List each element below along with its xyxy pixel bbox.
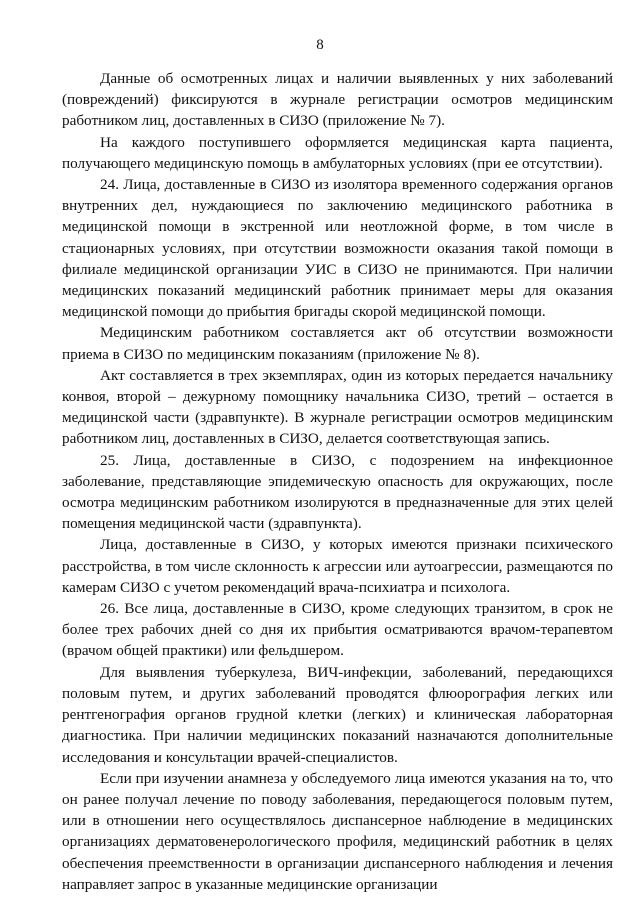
page-number: 8 <box>316 37 324 53</box>
paragraph-24-admission: 24. Лица, доставленные в СИЗО из изолятора временного содержания органов внутренних дел, нуждающиеся по заключению медицинского работника в медицинской помощи в экстренной или неотложной форме, в том числе в стационарных условиях, при отсутствии возможности оказания такой помощи в филиале медицинской организации УИС в СИЗО не принимаются. При наличии медицинских показаний медицинский работник принимает меры для оказания медицинской помощи до прибытия бригады скорой медицинской помощи. <box>62 176 613 321</box>
paragraph-diagnostics: Для выявления туберкулеза, ВИЧ-инфекции, заболеваний, передающихся половым путем, и других заболеваний проводятся флюорография легких или рентгенография органов грудной клетки (легких) и клиническая лабораторная диагностика. При наличии медицинских показаний назначаются дополнительные исследования и консультации врачей-специалистов. <box>62 663 613 766</box>
paragraph-anamnesis: Если при изучении анамнеза у обследуемого лица имеются указания на то, что он ранее получал лечение по поводу заболевания, передающегося половым путем, или в отношении него осуществлялось диспансерное наблюдение в медицинских организациях дерматовенерологического профиля, медицинский работник в целях обеспечения преемственности в организации диспансерного наблюдения и лечения направляет запрос в указанные медицинские организации <box>62 769 613 893</box>
document-body <box>62 68 613 895</box>
paragraph-25-infectious: 25. Лица, доставленные в СИЗО, с подозрением на инфекционное заболевание, представляющие эпидемическую опасность для окружающих, после осмотра медицинским работником изолируются в предназначенные для этих целей помещения медицинской части (здравпункта). <box>62 451 613 533</box>
paragraph-26-examination: 26. Все лица, доставленные в СИЗО, кроме следующих транзитом, в срок не более трех рабочих дней со дня их прибытия осматриваются врачом-терапевтом (врачом общей практики) или фельдшером. <box>62 600 613 660</box>
paragraph-intake-records: Данные об осмотренных лицах и наличии выявленных у них заболеваний (повреждений) фиксируются в журнале регистрации осмотров медицинским работником лиц, доставленных в СИЗО (приложение № 7). <box>62 70 613 130</box>
paragraph-mental-disorder: Лица, доставленные в СИЗО, у которых имеются признаки психического расстройства, в том числе склонность к агрессии или аутоагрессии, размещаются по камерам СИЗО с учетом рекомендаций врача-психиатра и психолога. <box>62 536 613 596</box>
paragraph-medical-card: На каждого поступившего оформляется медицинская карта пациента, получающего медицинскую помощь в амбулаторных условиях (при ее отсутствии). <box>62 133 613 172</box>
paragraph-refusal-act: Медицинским работником составляется акт об отсутствии возможности приема в СИЗО по медицинским показаниям (приложение № 8). <box>62 324 613 363</box>
paragraph-act-copies: Акт составляется в трех экземплярах, один из которых передается начальнику конвоя, второй – дежурному помощнику начальника СИЗО, третий – остается в медицинской части (здравпункте). В журнале регистрации осмотров медицинским работником лиц, доставленных в СИЗО, делается соответствующая запись. <box>62 366 613 448</box>
